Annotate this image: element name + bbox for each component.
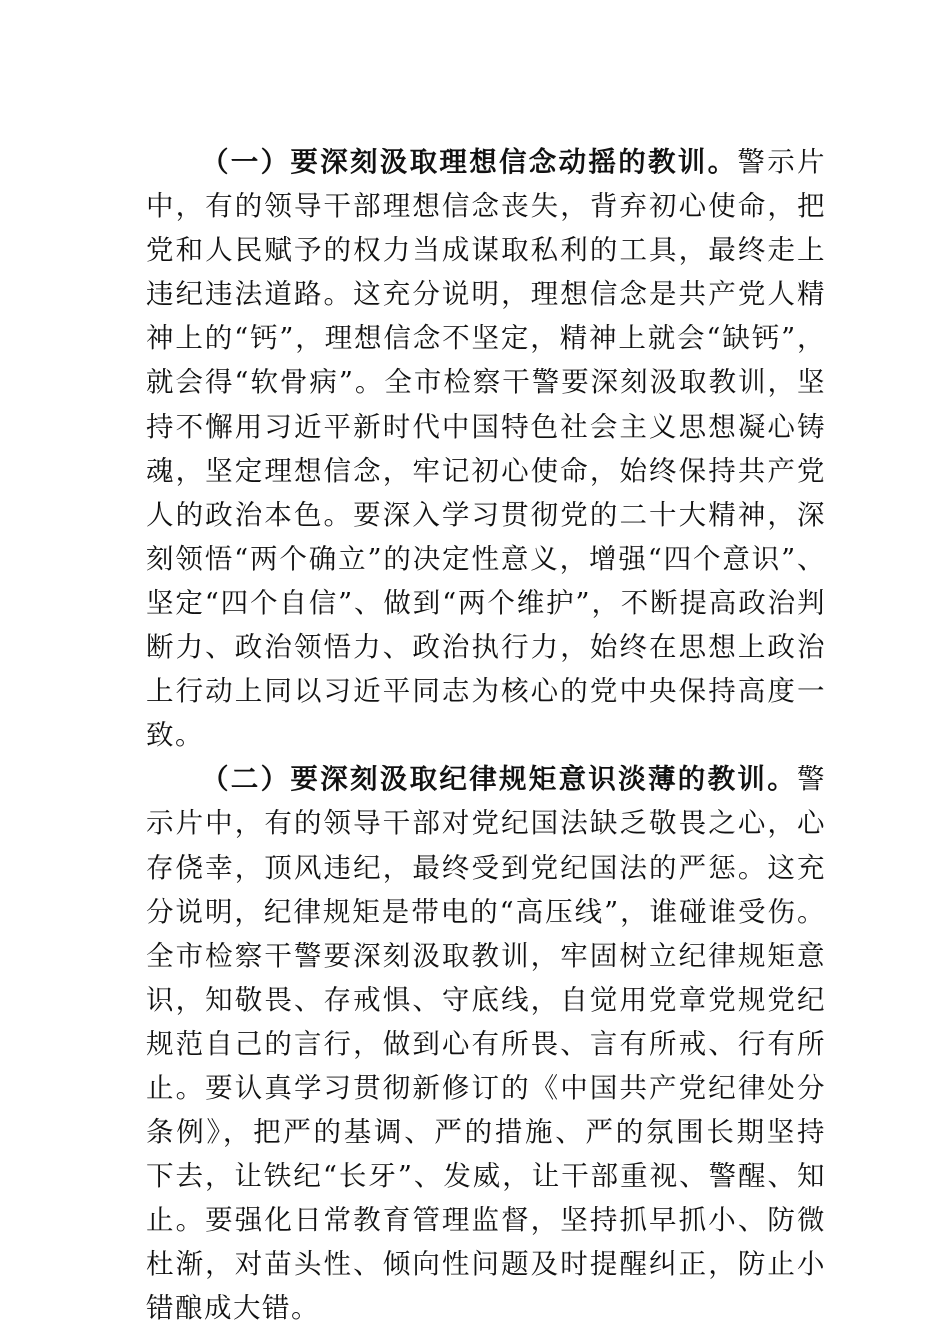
paragraph-1-heading: （一）要深刻汲取理想信念动摇的教训。	[201, 146, 738, 178]
paragraph-1-body: 警示片中，有的领导干部理想信念丧失，背弃初心使命，把党和人民赋予的权力当成谋取私利的工具，最终走上违纪违法道路。这充分说明，理想信念是共产党人精神上的“钙”，理想信念不坚定，精神上就会“缺钙”，就会得“软骨病”。全市检察干警要深刻汲取教训，坚持不懈用习近平新时代中国特色社会主义思想凝心铸魂，坚定理想信念，牢记初心使命，始终保持共产党人的政治本色。要深入学习贯彻党的二十大精神，深刻领悟“两个确立”的决定性意义，增强“四个意识”、坚定“四个自信”、做到“两个维护”，不断提高政治判断力、政治领悟力、政治执行力，始终在思想上政治上行动上同以习近平同志为核心的党中央保持高度一致。	[146, 146, 827, 752]
document-body	[146, 140, 826, 1331]
paragraph-2-body: 警示片中，有的领导干部对党纪国法缺乏敬畏之心，心存侥幸，顶风违纪，最终受到党纪国法的严惩。这充分说明，纪律规矩是带电的“高压线”，谁碰谁受伤。全市检察干警要深刻汲取教训，牢固树立纪律规矩意识，知敬畏、存戒惧、守底线，自觉用党章党规党纪规范自己的言行，做到心有所畏、言有所戒、行有所止。要认真学习贯彻新修订的《中国共产党纪律处分条例》，把严的基调、严的措施、严的氛围长期坚持下去，让铁纪“长牙”、发威，让干部重视、警醒、知止。要强化日常教育管理监督，坚持抓早抓小、防微杜渐，对苗头性、倾向性问题及时提醒纠正，防止小错酿成大错。	[146, 763, 826, 1325]
paragraph-1	[146, 140, 826, 757]
paragraph-2-heading: （二）要深刻汲取纪律规矩意识淡薄的教训。	[201, 763, 797, 796]
paragraph-2	[146, 757, 826, 1330]
